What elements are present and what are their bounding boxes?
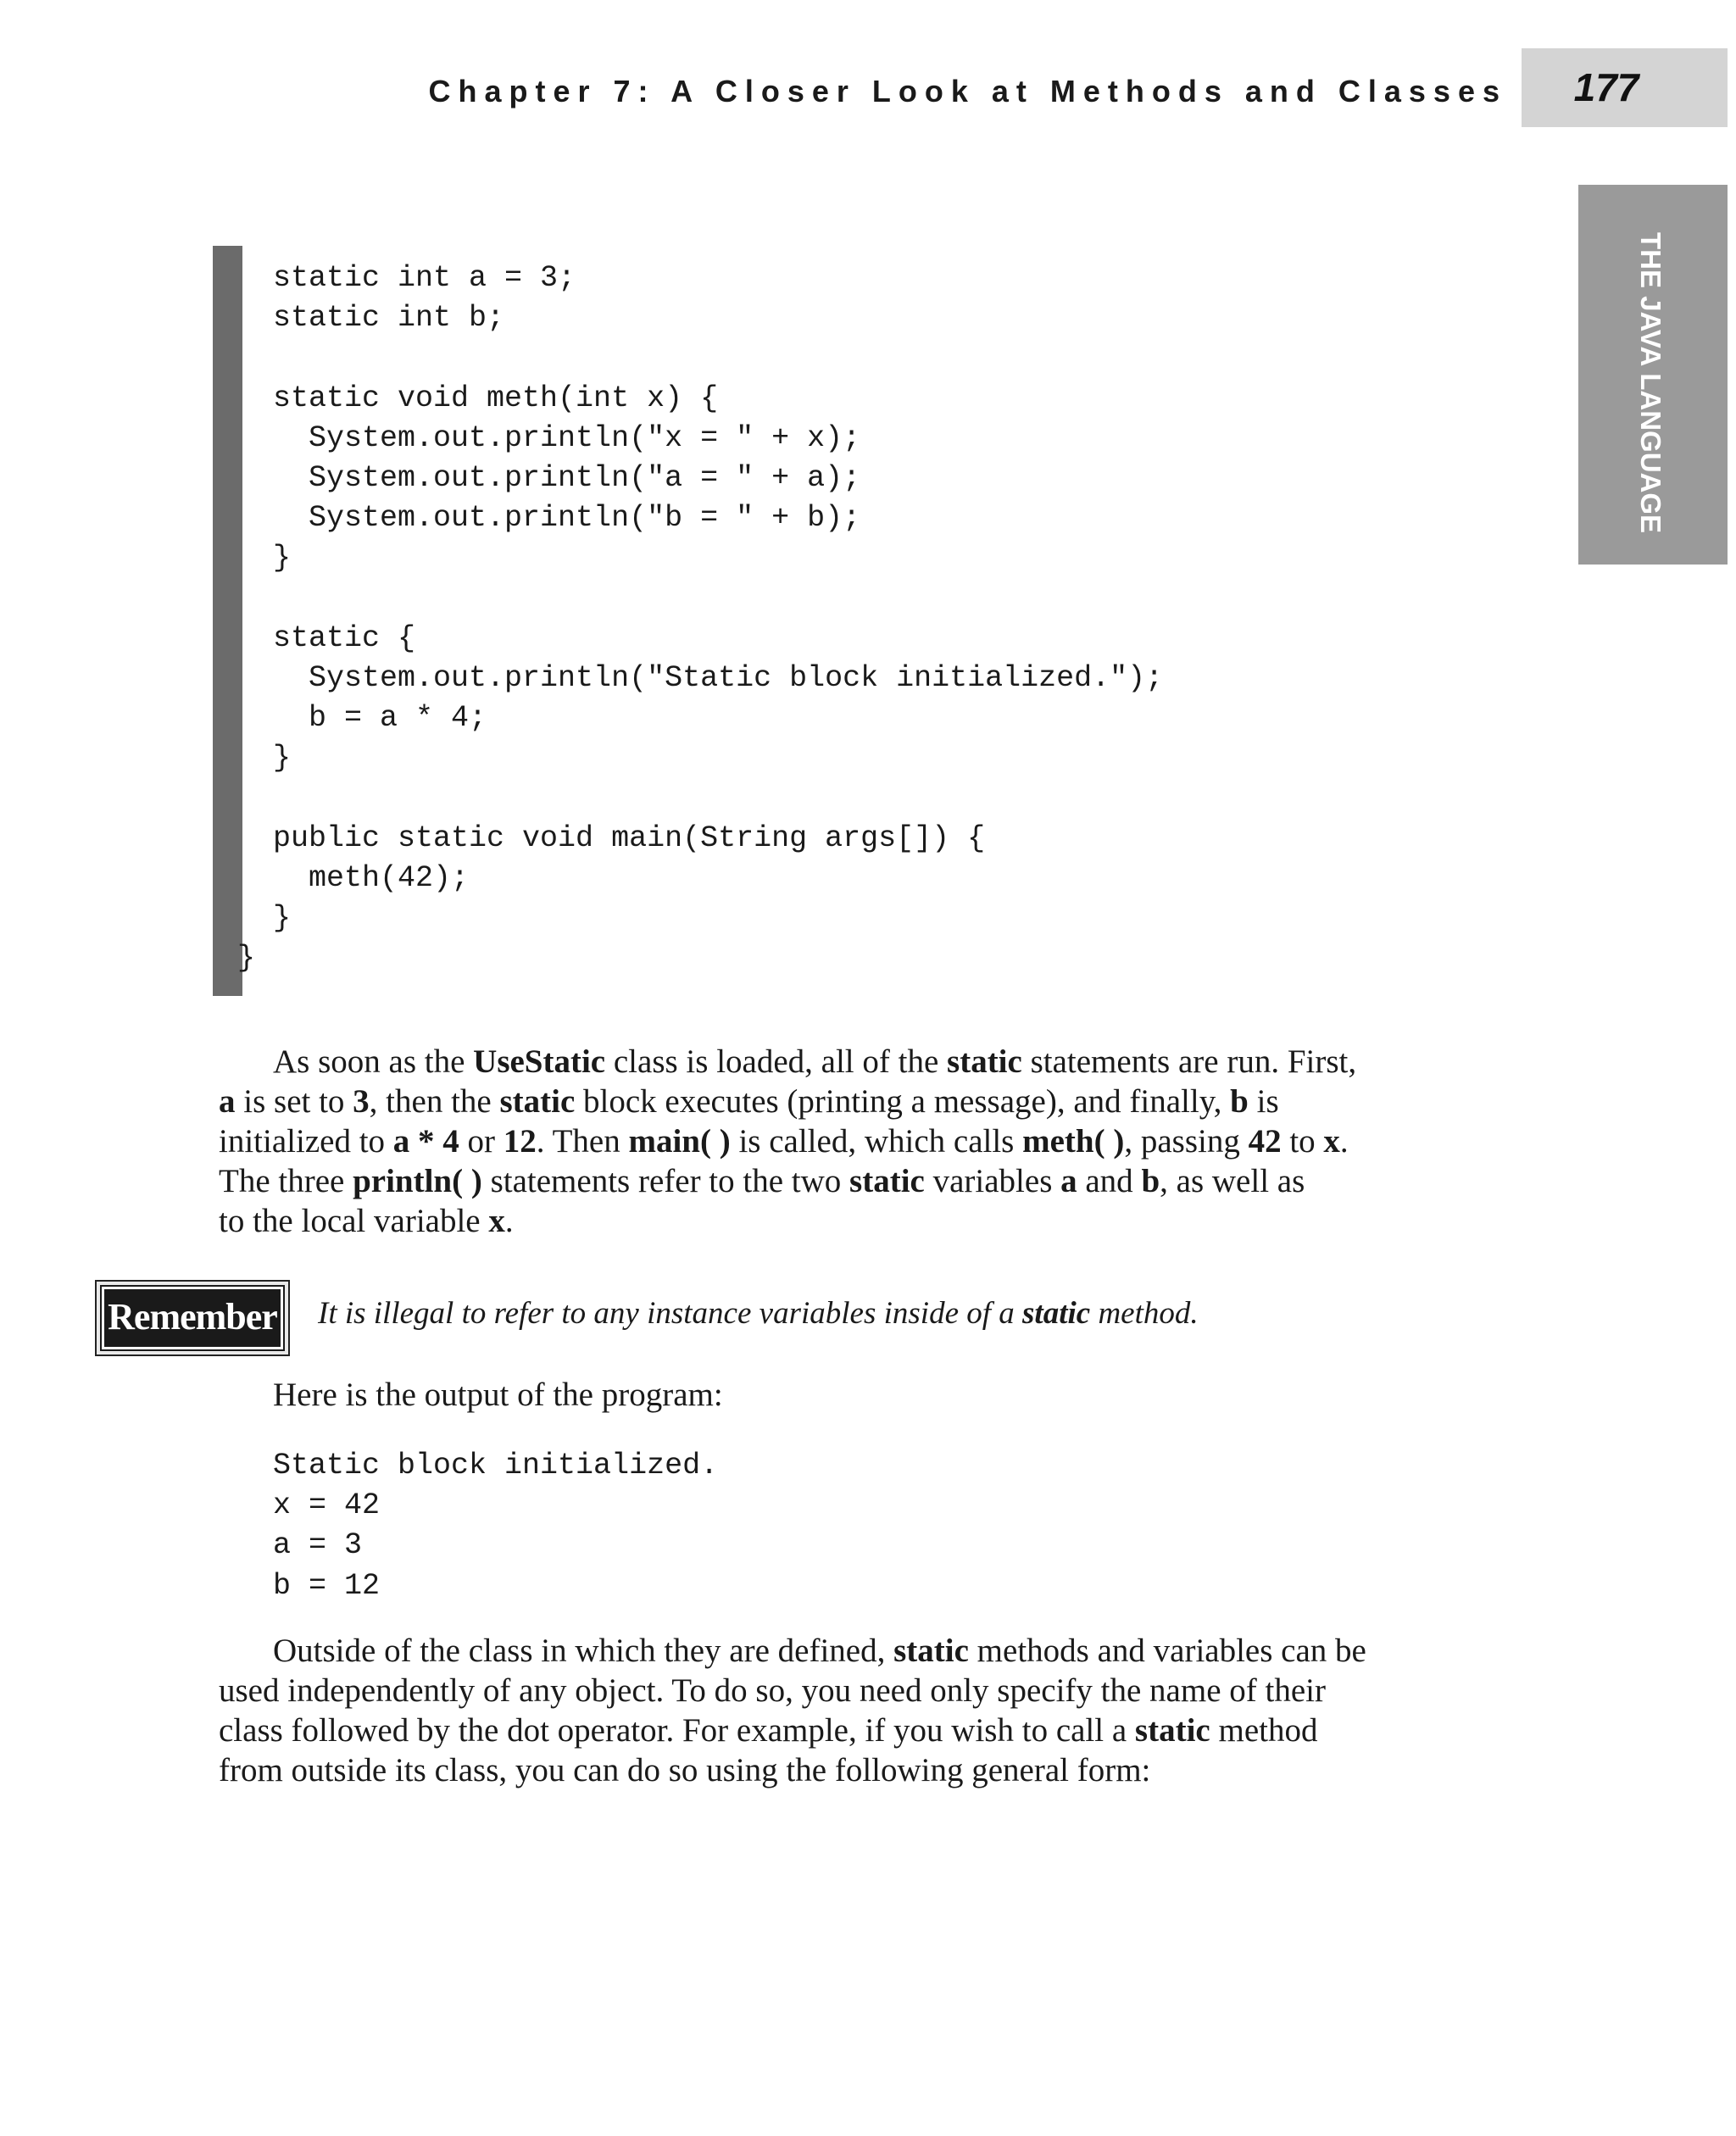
code-closing-brace: }: [237, 941, 256, 976]
remember-note: It is illegal to refer to any instance variables inside of a static method.: [318, 1296, 1199, 1331]
code-line: static int b;: [273, 301, 505, 336]
code-line: [273, 579, 1163, 619]
output-line: b = 12: [273, 1568, 381, 1603]
code-line: }: [273, 741, 292, 776]
paragraph-static-usage: Outside of the class in which they are defined, static methods and variables can be used independently of any object. To do so, you need only specify the name of their class followed by the dot operator. For example, if you wish to call a static method from outside its class, you can do so using the following general form:: [219, 1633, 1366, 1788]
code-line: static void meth(int x) {: [273, 381, 719, 415]
code-line: }: [273, 541, 292, 576]
code-line: System.out.println("a = " + a);: [273, 461, 861, 496]
code-line: System.out.println("x = " + x);: [273, 420, 861, 455]
side-tab-label: THE JAVA LANGUAGE: [1635, 232, 1666, 534]
code-line: static int a = 3;: [273, 261, 576, 295]
code-line: [273, 779, 1163, 819]
code-line: }: [273, 901, 292, 936]
paragraph-static-explanation: As soon as the UseStatic class is loaded, all of the static statements are run. First, a is set to 3, then the static block executes (printing a message), and finally, b is initialized to a * 4 or 12. Then main( ) is called, which calls meth( ), passing 42 to x. The three println( ) statements refer to the two static variables a and b, as well as to the local variable x.: [219, 1043, 1357, 1239]
output-line: x = 42: [273, 1488, 381, 1523]
code-line: public static void main(String args[]) {: [273, 820, 986, 855]
page-number: 177: [1573, 65, 1639, 109]
chapter-header-title: Chapter 7: A Closer Look at Methods and Classes: [428, 74, 1507, 108]
program-output: [273, 1446, 718, 1606]
output-line: Static block initialized.: [273, 1449, 719, 1482]
code-line: System.out.println("Static block initialized.");: [273, 661, 1164, 696]
code-line: b = a * 4;: [273, 701, 487, 736]
remember-badge: Remember: [102, 1287, 283, 1349]
code-listing: [237, 259, 1164, 979]
code-line: static {: [273, 620, 416, 655]
output-line: a = 3: [273, 1528, 363, 1563]
code-line: [273, 338, 1163, 378]
code-listing-bar: [213, 246, 242, 996]
code-line: meth(42);: [273, 861, 470, 896]
code-line: System.out.println("b = " + b);: [273, 501, 861, 536]
output-intro: Here is the output of the program:: [273, 1377, 723, 1413]
